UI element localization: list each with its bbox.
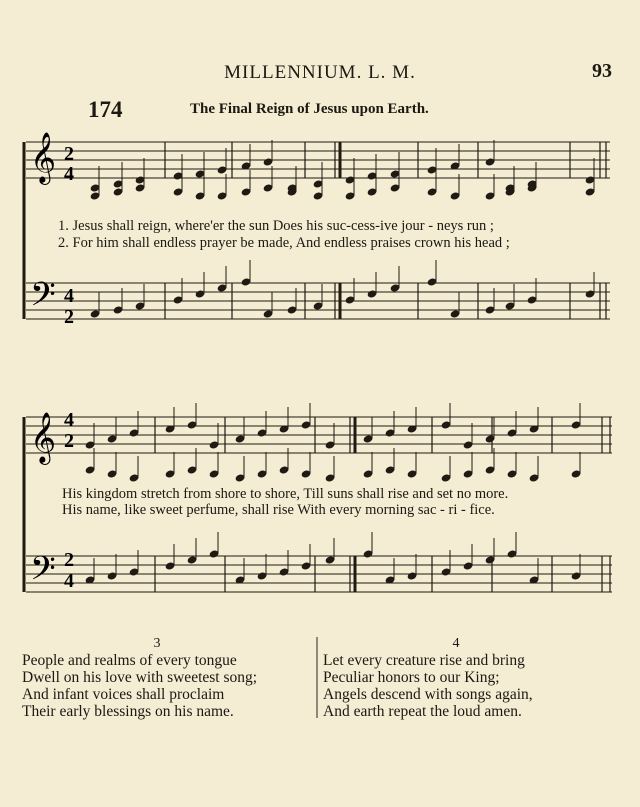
lyric-line-verse-1: 1. Jesus shall reign, where'er the sun Does his suc-cess-ive jour - neys run ; — [58, 218, 494, 234]
time-signature-bottom: 4 — [64, 570, 74, 592]
hymn-number: 174 — [88, 97, 123, 122]
lyric-line-verse-2: His name, like sweet perfume, shall rise With every morning sac - ri - fice. — [62, 502, 495, 518]
time-signature-top: 2 — [64, 549, 74, 571]
treble-clef-icon: 𝄞 — [30, 412, 57, 463]
time-signature-bottom: 2 — [64, 430, 74, 452]
lyric-line-verse-1: His kingdom stretch from shore to shore, Till suns shall rise and set no more. — [62, 486, 509, 502]
clefs-and-time-signatures — [30, 132, 74, 596]
time-signature-top: 4 — [64, 409, 74, 431]
time-signature-top: 4 — [64, 285, 74, 307]
verse-line: Let every creature rise and bring — [323, 652, 525, 669]
time-signature-bottom: 4 — [64, 163, 74, 185]
treble-clef-icon: 𝄞 — [30, 132, 57, 183]
running-title: MILLENNIUM. L. M. — [224, 62, 416, 83]
verse-number: 4 — [452, 636, 460, 651]
page-number: 93 — [592, 60, 612, 82]
time-signature-top: 2 — [64, 143, 74, 165]
lyric-line-verse-2: 2. For him shall endless prayer be made, And endless praises crown his head ; — [58, 235, 510, 251]
verse-line: People and realms of every tongue — [22, 652, 237, 669]
staff-lines — [24, 142, 612, 592]
verse-line: Peculiar honors to our King; — [323, 669, 500, 686]
verse-line: Their early blessings on his name. — [22, 703, 234, 720]
verse-line: And infant voices shall proclaim — [22, 686, 225, 703]
time-signature-bottom: 2 — [64, 306, 74, 328]
verse-line: Angels descend with songs again, — [323, 686, 533, 703]
bass-clef-icon: 𝄢 — [30, 276, 56, 322]
verse-line: Dwell on his love with sweetest song; — [22, 669, 258, 686]
verse-number: 3 — [153, 636, 161, 651]
bass-clef-icon: 𝄢 — [30, 550, 56, 596]
verse-line: And earth repeat the loud amen. — [323, 703, 522, 720]
hymn-title: The Final Reign of Jesus upon Earth. — [190, 101, 429, 117]
